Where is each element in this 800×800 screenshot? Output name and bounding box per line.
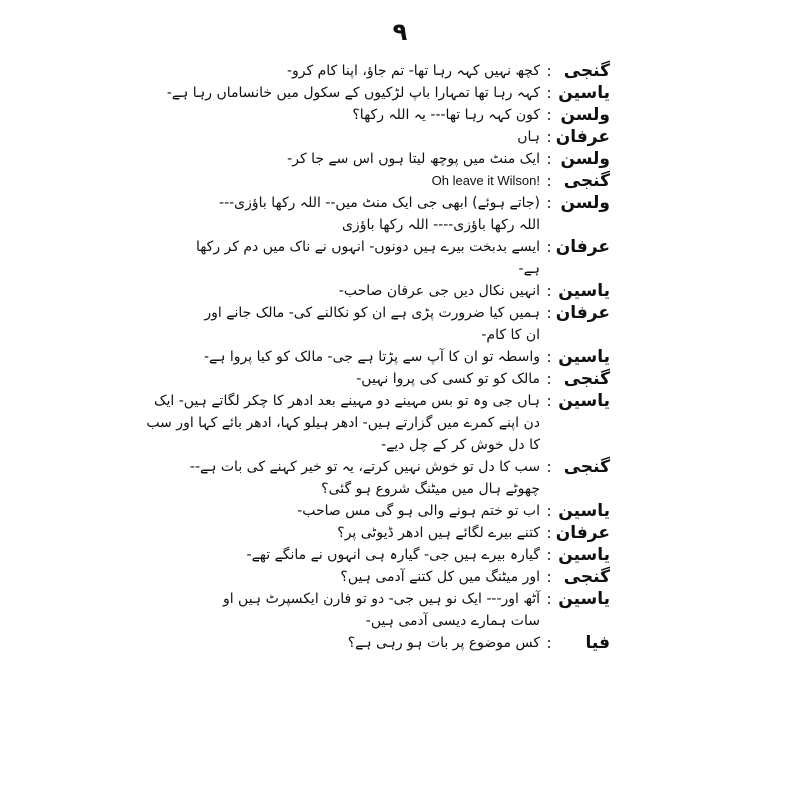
speaker-name: یاسین: [558, 589, 610, 609]
dialogue-line: اور میٹنگ میں کل کتنے آدمی ہیں؟: [340, 569, 540, 585]
dialogue-entry: [215, 192, 610, 236]
speaker-name: ولسن: [560, 105, 610, 125]
colon: :: [546, 128, 552, 146]
speaker-name: ولسن: [560, 149, 610, 169]
dialogue-entry: [215, 126, 610, 148]
colon: :: [546, 458, 552, 476]
speaker-name: یاسین: [558, 391, 610, 411]
speaker-name: یاسین: [558, 545, 610, 565]
dialogue-entry: [215, 368, 610, 390]
dialogue-entry: [189, 456, 610, 500]
dialogue-line: سات ہمارے دیسی آدمی ہیں-: [365, 613, 540, 629]
dialogue-line: کہہ رہا تھا تمہارا باپ لڑکیوں کے سکول میں خانساماں رہا ہے-: [166, 85, 540, 101]
dialogue-line: ایسے بدبخت بیرے ہیں دونوں- انہوں نے ناک میں دم کر رکھا: [195, 239, 540, 255]
dialogue-block: [146, 60, 610, 654]
dialogue-entry: [203, 346, 610, 368]
colon: :: [546, 282, 552, 300]
colon: :: [546, 546, 552, 564]
colon: :: [546, 634, 552, 652]
dialogue-entry: [215, 60, 610, 82]
dialogue-line: ایک منٹ میں پوچھ لیتا ہوں اس سے جا کر-: [287, 151, 540, 167]
dialogue-entry: [215, 170, 610, 192]
dialogue-line: اللہ رکھا باؤزی---- اللہ رکھا باؤزی: [341, 217, 540, 233]
colon: :: [546, 568, 552, 586]
colon: :: [546, 392, 552, 410]
dialogue-entry: [215, 588, 610, 632]
dialogue-entry: [204, 302, 610, 346]
dialogue-entry: [215, 522, 610, 544]
page-number: ۹: [392, 18, 408, 46]
colon: :: [546, 590, 552, 608]
dialogue-line: کا دل خوش کر کے چل دیے-: [381, 437, 540, 453]
speaker-name: عرفان: [555, 127, 610, 147]
speaker-name: عرفان: [555, 303, 610, 323]
speaker-name: گنجی: [563, 457, 610, 477]
dialogue-line: کتنے بیرے لگائے ہیں ادھر ڈیوٹی پر؟: [337, 525, 540, 541]
dialogue-entry: [215, 104, 610, 126]
dialogue-line: سب کا دل تو خوش نہیں کرتے، یہ تو خیر کہنے کی بات ہے--: [189, 459, 540, 475]
colon: :: [546, 304, 552, 322]
dialogue-line-english: Oh leave it Wilson!: [431, 173, 540, 188]
dialogue-entry: [146, 390, 610, 456]
colon: :: [546, 524, 552, 542]
dialogue-line: (جاتے ہوئے) ابھی جی ایک منٹ میں-- اللہ رکھا باؤزی---: [219, 195, 540, 211]
colon: :: [546, 370, 552, 388]
dialogue-line: انہیں نکال دیں جی عرفان صاحب-: [338, 283, 540, 299]
speaker-name: گنجی: [563, 61, 610, 81]
dialogue-line: چھوٹے ہال میں میٹنگ شروع ہو گئی؟: [321, 481, 540, 497]
speaker-name: گنجی: [563, 369, 610, 389]
dialogue-line: کچھ نہیں کہہ رہا تھا- تم جاؤ، اپنا کام کرو-: [286, 63, 540, 79]
colon: :: [546, 194, 552, 212]
speaker-name: یاسین: [558, 83, 610, 103]
colon: :: [546, 84, 552, 102]
speaker-name: گنجی: [563, 171, 610, 191]
speaker-name: عرفان: [555, 237, 610, 257]
colon: :: [546, 348, 552, 366]
colon: :: [546, 150, 552, 168]
dialogue-entry: [195, 236, 610, 280]
dialogue-line: ہاں: [517, 129, 540, 145]
dialogue-entry: [215, 566, 610, 588]
speaker-name: یاسین: [558, 281, 610, 301]
speaker-name: ولسن: [560, 193, 610, 213]
speaker-name: عرفان: [555, 523, 610, 543]
dialogue-line: کون کہہ رہا تھا--- یہ اللہ رکھا؟: [352, 107, 540, 123]
speaker-name: فیا: [585, 633, 610, 653]
dialogue-line: مالک کو تو کسی کی پروا نہیں-: [356, 371, 540, 387]
colon: :: [546, 62, 552, 80]
colon: :: [546, 172, 552, 190]
dialogue-entry: [215, 544, 610, 566]
dialogue-entry: [215, 632, 610, 654]
dialogue-line: واسطہ تو ان کا آپ سے پڑتا ہے جی- مالک کو کیا پروا ہے-: [203, 349, 540, 365]
dialogue-line: آٹھ اور--- ایک نو ہیں جی- دو تو فارن ایکسپرٹ ہیں او: [222, 591, 540, 607]
speaker-name: یاسین: [558, 347, 610, 367]
dialogue-line: کس موضوع پر بات ہو رہی ہے؟: [347, 635, 540, 651]
speaker-name: یاسین: [558, 501, 610, 521]
dialogue-line: ہاں جی وہ تو بس مہینے دو مہینے بعد ادھر کا چکر لگاتے ہیں- ایک: [153, 393, 540, 409]
dialogue-entry: [166, 82, 610, 104]
colon: :: [546, 238, 552, 256]
dialogue-line: ہمیں کیا ضرورت پڑی ہے ان کو نکالنے کی- مالک جانے اور: [204, 305, 540, 321]
speaker-name: گنجی: [563, 567, 610, 587]
dialogue-entry: [215, 500, 610, 522]
dialogue-entry: [215, 148, 610, 170]
colon: :: [546, 106, 552, 124]
dialogue-line: ہے-: [518, 261, 540, 277]
dialogue-entry: [215, 280, 610, 302]
dialogue-line: ان کا کام-: [481, 327, 540, 343]
dialogue-line: دن اپنے کمرے میں گزارتے ہیں- ادھر ہیلو کہا، ادھر بائے کہا اور سب: [146, 415, 540, 431]
dialogue-line: اب تو ختم ہونے والی ہو گی مس صاحب-: [297, 503, 540, 519]
dialogue-line: گیارہ بیرے ہیں جی- گیارہ ہی انہوں نے مانگے تھے-: [246, 547, 540, 563]
colon: :: [546, 502, 552, 520]
